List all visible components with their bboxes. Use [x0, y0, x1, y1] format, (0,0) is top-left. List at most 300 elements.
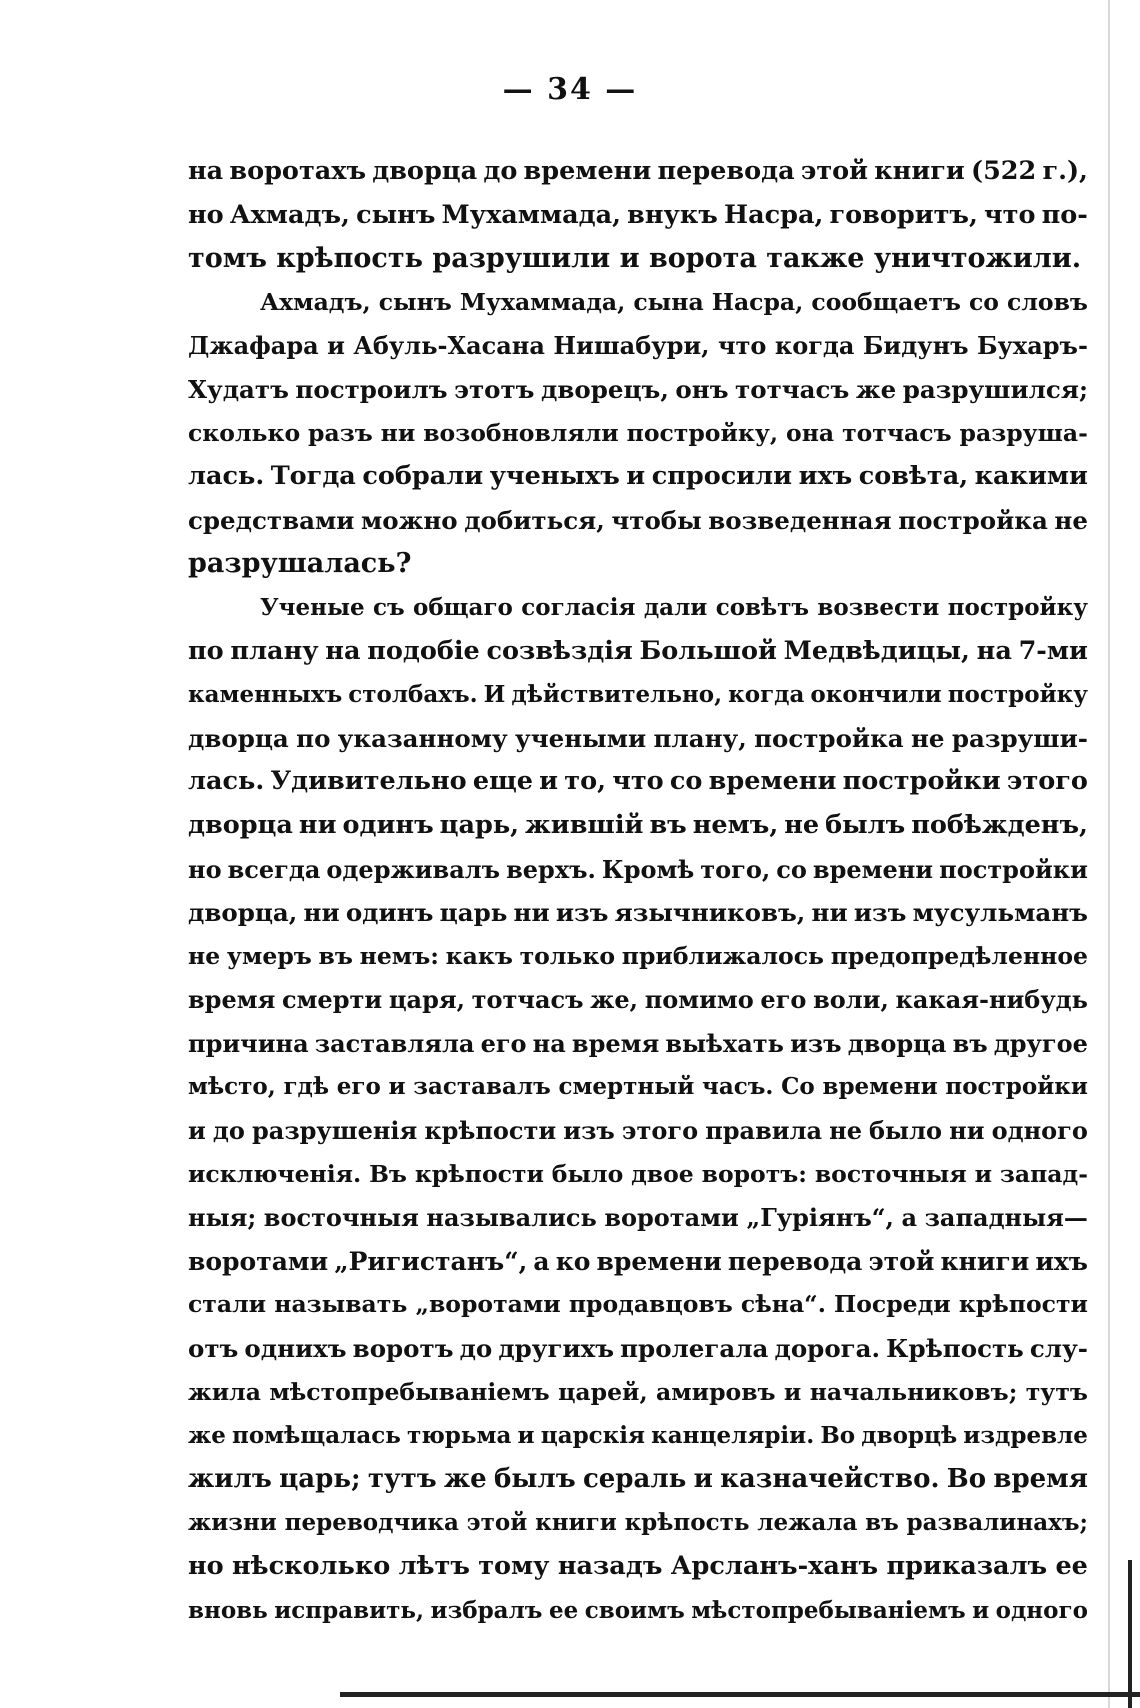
word: мѣсто, [188, 1073, 276, 1101]
text-line [188, 1589, 1088, 1633]
word: „Ригистанъ“, [334, 1246, 528, 1276]
word: но [188, 854, 222, 884]
word: по- [1041, 199, 1088, 230]
word: Большой [639, 635, 777, 666]
word: и [539, 766, 559, 797]
word: смертный [558, 1073, 695, 1101]
word: жила [188, 1377, 261, 1406]
word: дорога. [774, 1334, 881, 1364]
word: Насра, [724, 199, 824, 230]
word: Мухаммада, [459, 287, 626, 316]
word: въ [649, 809, 687, 840]
word: ни [513, 898, 550, 928]
word: однихъ [244, 1334, 347, 1364]
word: воротами [604, 1203, 739, 1233]
word: начальниковъ; [809, 1377, 1018, 1406]
text-line [188, 891, 1088, 935]
page-bottom-edge [340, 1692, 1140, 1697]
word: гдѣ [283, 1073, 330, 1101]
word: этого [621, 1116, 699, 1146]
text-line [188, 412, 1088, 456]
word: по [296, 723, 331, 753]
word: какими [974, 461, 1088, 492]
word: разруши- [951, 723, 1088, 753]
word: чтобы [611, 505, 702, 535]
word: и [693, 1463, 713, 1494]
text-line [188, 1458, 1088, 1502]
word: и [517, 1422, 535, 1450]
word: постройки [842, 766, 1001, 797]
word: ихъ [1035, 1246, 1088, 1276]
word: на [325, 635, 361, 666]
word: слу- [1029, 1334, 1088, 1364]
word: до [483, 156, 518, 186]
word: другое [993, 1028, 1088, 1058]
word: Арсланъ-ханъ [670, 1551, 879, 1581]
word: ни [303, 898, 340, 928]
word: по [188, 635, 224, 666]
word: сообщаетъ [811, 287, 961, 316]
word: до [212, 1116, 245, 1146]
word: съ [373, 593, 405, 621]
word: предопредѣленное [830, 941, 1088, 970]
word: нѣсколько [232, 1551, 391, 1581]
word: называть [274, 1290, 408, 1319]
word: время [993, 1463, 1088, 1494]
word: этой [800, 156, 869, 186]
word: тюрьма [406, 1422, 512, 1450]
text-line [188, 194, 1088, 238]
word: Ученые [260, 593, 365, 621]
word: въ [952, 1028, 988, 1058]
text-line [188, 673, 1088, 717]
word: только [519, 941, 616, 970]
word: когда [728, 681, 805, 709]
word: сѣна“. [740, 1290, 826, 1319]
word: немъ, [692, 809, 779, 840]
word: постройки [945, 1073, 1088, 1101]
word: продавцовъ [568, 1290, 733, 1319]
word: въ [865, 1509, 899, 1537]
word: одерживалъ [326, 854, 501, 884]
word: дали [643, 593, 708, 621]
word: и [974, 1159, 993, 1188]
text-line [188, 630, 1088, 674]
word: назывались [426, 1203, 597, 1233]
word: исключенія. [188, 1159, 362, 1188]
word: можно [361, 505, 458, 535]
word: дворца [188, 809, 293, 840]
word: на [532, 1028, 566, 1058]
word: изъ [555, 898, 609, 928]
word: то, [564, 766, 606, 797]
word: внукъ [627, 199, 718, 230]
word: былъ [493, 1463, 576, 1494]
word: Тогда [270, 461, 356, 492]
word: каменныхъ [188, 681, 343, 709]
word: книги [874, 156, 965, 186]
word: средствами [188, 505, 355, 535]
word: Медвѣдицы, [783, 635, 970, 666]
word: причина [188, 1028, 309, 1058]
word: что [984, 199, 1036, 230]
word: изъ [790, 1028, 842, 1058]
word: заставалъ [413, 1073, 551, 1101]
word: воротъ: [701, 1159, 807, 1188]
word: постройки [939, 854, 1088, 884]
text-line [188, 935, 1088, 979]
word: времени [708, 766, 837, 797]
word: согласія [521, 593, 636, 621]
word: было [551, 1159, 624, 1188]
word: часъ. [702, 1073, 774, 1101]
text-line [188, 1022, 1088, 1066]
word: „Гуріянъ“, [746, 1203, 894, 1233]
text-line [188, 1327, 1088, 1371]
word: дворца [847, 1028, 947, 1058]
text-line [188, 1371, 1088, 1415]
word: времени [812, 854, 934, 884]
word: его [480, 1028, 527, 1058]
word: ныя; [188, 1203, 257, 1233]
word: Бухаръ- [977, 331, 1088, 361]
word: же [855, 374, 897, 404]
word: казначейство. [720, 1463, 940, 1494]
text-line [188, 1283, 1088, 1327]
word: ни [380, 418, 416, 447]
text-line [188, 848, 1088, 892]
text-line: томъ крѣпость разрушили и ворота также уничтожили. [188, 243, 1082, 275]
word: было [869, 1116, 943, 1146]
word: не [1054, 505, 1088, 535]
word: когда [774, 331, 855, 361]
word: времени [523, 156, 652, 186]
word: назадъ [557, 1551, 663, 1581]
word: тутъ [367, 1463, 437, 1494]
word: тутъ [1025, 1377, 1088, 1406]
word: крѣпость [624, 1509, 750, 1537]
word: спросили [651, 461, 793, 492]
word: одинъ [342, 809, 434, 840]
word: книги [535, 1509, 617, 1537]
word: дворца [188, 723, 289, 753]
word: подобіе [367, 635, 480, 666]
word: она [786, 418, 835, 447]
word: „воротами [415, 1290, 561, 1319]
word: до [459, 1334, 493, 1364]
word: всегда [227, 854, 321, 884]
text-line [188, 455, 1088, 499]
word: ни [811, 898, 848, 928]
word: одного [991, 1116, 1088, 1146]
word: плану, [653, 723, 747, 753]
word: царь [439, 898, 508, 928]
word: Абуль-Хасана [353, 331, 545, 361]
word: же [188, 1422, 226, 1450]
word: верхъ. [506, 854, 596, 884]
word: постройку, [626, 418, 779, 447]
word: крѣпости [414, 1159, 544, 1188]
text-line [188, 150, 1088, 194]
text-line [188, 804, 1088, 848]
word: онъ [675, 374, 729, 404]
word: этого [1006, 766, 1088, 797]
word: крѣпости [958, 1290, 1088, 1319]
word: возведенная [708, 505, 892, 535]
word: плану [230, 635, 319, 666]
word: учеными [515, 723, 647, 753]
word: жилъ [188, 1463, 272, 1494]
word: собрали [362, 461, 484, 492]
text-line [188, 1109, 1088, 1153]
text-line [188, 1501, 1088, 1545]
text-line [188, 1545, 1088, 1589]
word: переводчика [284, 1509, 459, 1537]
word: и [188, 1116, 206, 1146]
word: на [188, 156, 224, 186]
word: тотчасъ [471, 985, 584, 1015]
text-line [188, 1196, 1088, 1240]
text-line [188, 324, 1088, 368]
word: а [901, 1203, 918, 1233]
word: выѣхать [665, 1028, 784, 1058]
word: этой [868, 1246, 935, 1276]
word: сынъ [378, 287, 452, 316]
text-line [188, 281, 1088, 325]
text-line [188, 1240, 1088, 1284]
word: со [776, 854, 807, 884]
word: времени [822, 1073, 938, 1101]
word: возобновляли [423, 418, 619, 447]
word: сынъ [356, 199, 436, 230]
word: созвѣздія [486, 635, 633, 666]
word: со [669, 766, 703, 797]
word: время [188, 985, 276, 1015]
word: правила [705, 1116, 823, 1146]
word: жизни [188, 1509, 277, 1537]
word: Худатъ [188, 374, 289, 404]
word: Крѣпость [886, 1334, 1024, 1364]
word: былъ [825, 809, 906, 840]
word: и [783, 1377, 802, 1406]
word: мусульманъ [912, 898, 1088, 928]
text-line [188, 717, 1088, 761]
word: лѣтъ [398, 1551, 470, 1581]
word: ихъ [798, 461, 853, 492]
word: отъ [188, 1334, 239, 1364]
text-line [188, 586, 1088, 630]
word: воротъ [352, 1334, 454, 1364]
word: дѣйствительно, [511, 681, 723, 709]
word: Ахмадъ, [229, 199, 350, 230]
word: Посреди [834, 1290, 951, 1319]
text-line [188, 760, 1088, 804]
word: ее [548, 1596, 579, 1624]
word: приближалось [621, 941, 824, 970]
word: сына [633, 287, 704, 316]
word: перевода [727, 1246, 863, 1276]
word: построилъ [295, 374, 448, 404]
word: и [327, 331, 345, 361]
word: Кромѣ [601, 854, 695, 884]
word: амировъ [656, 1377, 776, 1406]
word: этой [466, 1509, 528, 1537]
word: совѣта, [858, 461, 969, 492]
word: дворца, [188, 898, 298, 928]
word: ее [1055, 1551, 1088, 1581]
text-line [188, 1153, 1088, 1197]
word: смерти [281, 985, 383, 1015]
word: столбахъ. [348, 681, 478, 709]
word: вновь [188, 1596, 268, 1624]
word: же, [590, 985, 639, 1015]
word: а [533, 1246, 550, 1276]
text-line [188, 499, 1088, 543]
word: стали [188, 1290, 267, 1319]
word: тотчасъ [735, 374, 850, 404]
word: Во [820, 1422, 856, 1450]
word: тому [478, 1551, 550, 1581]
word: помѣщалась [231, 1422, 401, 1450]
word: г.), [1042, 156, 1088, 186]
text-line [188, 1414, 1088, 1458]
word: ни [949, 1116, 985, 1146]
word: совѣтъ [715, 593, 810, 621]
word: словъ [1007, 287, 1088, 316]
word: одинъ [345, 898, 434, 928]
word: царей, [558, 1377, 648, 1406]
word: не [910, 723, 945, 753]
word: его [760, 985, 807, 1015]
word: мѣстопребываніемъ [691, 1596, 966, 1624]
word: въ [318, 941, 353, 970]
text-line: разрушалась? [188, 548, 412, 580]
word: Бидунъ [862, 331, 969, 361]
text-line [188, 1065, 1088, 1109]
word: заставляла [314, 1028, 475, 1058]
word: немъ: [359, 941, 439, 970]
word: язычниковъ, [614, 898, 806, 928]
word: крѣпости [424, 1116, 557, 1146]
word: разруша- [959, 418, 1088, 447]
word: ученыхъ [489, 461, 620, 492]
word: И [483, 681, 506, 709]
word: что [717, 331, 767, 361]
word: мѣстопребываніемъ [269, 1377, 550, 1406]
word: говоритъ, [829, 199, 978, 230]
word: издревле [963, 1422, 1088, 1450]
word: возвести [817, 593, 940, 621]
word: дворца [372, 156, 478, 186]
word: царскія [540, 1422, 646, 1450]
word: же [443, 1463, 487, 1494]
word: не [829, 1116, 862, 1146]
word: ни [298, 809, 337, 840]
word: постройку [947, 593, 1088, 621]
word: но [188, 199, 224, 230]
word: времени [596, 1246, 722, 1276]
word: канцеляріи. [651, 1422, 815, 1450]
word: дворцѣ [861, 1422, 958, 1450]
word: что [612, 766, 664, 797]
word: постройка [898, 505, 1048, 535]
word: лась. [188, 766, 265, 797]
word: изъ [563, 1116, 615, 1146]
word: и [626, 461, 646, 492]
word: тотчасъ [842, 418, 952, 447]
word: его [336, 1073, 381, 1101]
page-corner-edge [1128, 1560, 1132, 1708]
word: книги [940, 1246, 1030, 1276]
word: приказалъ [886, 1551, 1048, 1581]
word: и [388, 1073, 406, 1101]
word: избралъ [430, 1596, 543, 1624]
page-edge-line [1108, 0, 1110, 1708]
word: и [972, 1596, 990, 1624]
word: лась. [188, 461, 265, 492]
word: не [784, 809, 820, 840]
word: перевода [657, 156, 795, 186]
word: со [968, 287, 999, 316]
word: еще [472, 766, 533, 797]
word: Джафара [188, 331, 319, 361]
word: постройка [754, 723, 904, 753]
word: Въ [369, 1159, 407, 1188]
word: воли, [813, 985, 889, 1015]
word: постройку [947, 681, 1088, 709]
word: Нишабури, [553, 331, 710, 361]
word: изъ [853, 898, 907, 928]
text-line [188, 978, 1088, 1022]
word: побѣжденъ, [911, 809, 1088, 840]
word: какая-нибудь [895, 985, 1088, 1015]
body-text [188, 150, 1088, 1632]
word: окончили [810, 681, 942, 709]
word: жившій [525, 809, 644, 840]
word: своимъ [584, 1596, 685, 1624]
word: сераль [582, 1463, 687, 1494]
word: ко [555, 1246, 591, 1276]
word: общаго [412, 593, 513, 621]
word: указанному [337, 723, 508, 753]
word: восточныя [814, 1159, 967, 1188]
page-number: — 34 — [502, 72, 638, 107]
word: лежала [757, 1509, 858, 1537]
word: царя, [388, 985, 465, 1015]
word: Со [781, 1073, 815, 1101]
text-line [188, 368, 1088, 412]
word: восточныя [263, 1203, 419, 1233]
word: добиться, [464, 505, 605, 535]
word: не [188, 941, 221, 970]
word: двое [631, 1159, 694, 1188]
word: сколько [188, 418, 301, 447]
word: другихъ [498, 1334, 615, 1364]
word: дворецъ, [541, 374, 669, 404]
word: того, [700, 854, 771, 884]
word: Удивительно [270, 766, 467, 797]
word: умеръ [226, 941, 312, 970]
word: воротахъ [229, 156, 367, 186]
word: западныя— [924, 1203, 1088, 1233]
word: этотъ [454, 374, 535, 404]
word: исправить, [274, 1596, 425, 1624]
word: Насра, [711, 287, 804, 316]
word: какъ [445, 941, 513, 970]
word: разрушенія [251, 1116, 418, 1146]
word: 7-ми [1018, 635, 1088, 666]
word: но [188, 1551, 224, 1581]
